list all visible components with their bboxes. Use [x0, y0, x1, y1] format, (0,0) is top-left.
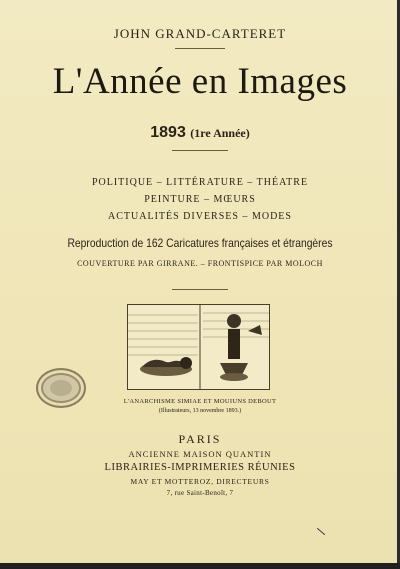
publisher-line: LIBRAIRIES-IMPRIMERIES RÉUNIES — [104, 462, 296, 473]
publisher-line: MAY ET MOTTEROZ, DIRECTEURS — [130, 477, 270, 486]
edition: (1re Année) — [190, 126, 250, 140]
illustration-caption: L'ANARCHISME SIMIAE ET MOUIUNS DEBOUT — [123, 398, 277, 405]
publisher-line: ANCIENNE MAISON QUANTIN — [128, 449, 272, 459]
illustration-source: (Illustrateurs, 13 novembre 1893.) — [158, 408, 242, 414]
frontispiece-illustration — [127, 304, 270, 390]
divider-rule — [172, 150, 228, 151]
page-edge — [0, 563, 400, 569]
year: 1893 — [150, 124, 186, 141]
page-mark — [317, 528, 325, 535]
subject-line: ACTUALITÉS DIVERSES – MODES — [108, 211, 292, 222]
year-line — [0, 124, 400, 142]
subject-line: POLITIQUE – LITTÉRATURE – THÉATRE — [91, 177, 309, 188]
divider-rule — [172, 289, 228, 290]
subject-line: PEINTURE – MŒURS — [144, 194, 256, 205]
publisher-city: PARIS — [178, 432, 222, 446]
author-name: JOHN GRAND-CARTERET — [113, 26, 287, 41]
book-title: L'Année en Images — [52, 61, 348, 102]
divider-rule — [175, 48, 225, 49]
library-stamp — [36, 368, 86, 408]
reproduction-note: Reproduction de 162 Caricatures françaises et étrangères — [67, 236, 333, 250]
publisher-address: 7, rue Saint-Benoît, 7 — [166, 489, 234, 497]
cover-credit: COUVERTURE PAR GIRRANE. – FRONTISPICE PAR MOLOCH — [77, 259, 323, 268]
